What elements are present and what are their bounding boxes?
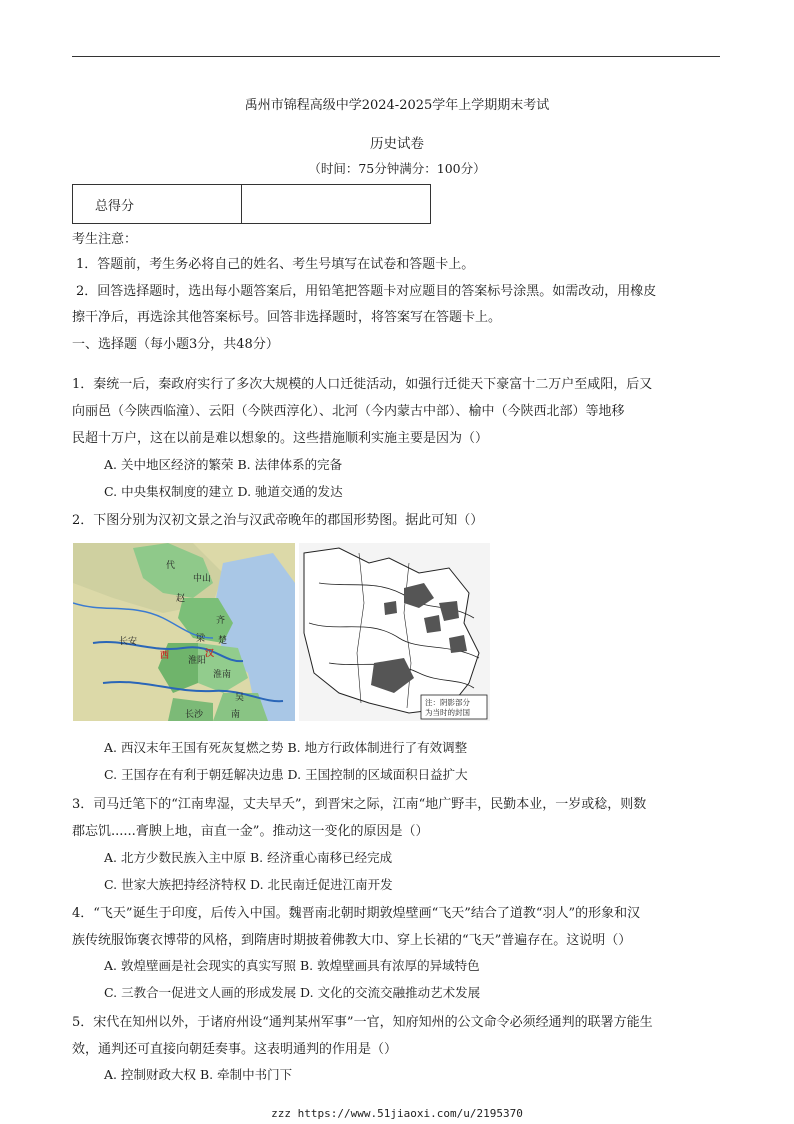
notice-item-2-line-2: 擦干净后，再选涂其他答案标号。回答非选择题时，将答案写在答题卡上。 — [72, 310, 502, 325]
notice-item-1: 1．答题前，考生务必将自己的姓名、考生号填写在试卷和答题卡上。 — [76, 257, 475, 272]
map-left — [73, 543, 295, 721]
footer-url: zzz https://www.51jiaoxi.com/u/2195370 — [271, 1107, 523, 1120]
map-right — [299, 543, 490, 721]
map-note-line-1: 注：阴影部分 — [425, 698, 470, 707]
q1-options-cd: C. 中央集权制度的建立 D. 驰道交通的发达 — [104, 484, 343, 499]
time-info: （时间：75分钟满分：100分） — [308, 161, 486, 176]
map-label-changsha: 长沙 — [185, 710, 204, 720]
map-label-chu: 楚 — [218, 636, 228, 646]
q4-line-2: 族传统服饰褒衣博带的风格，到隋唐时期披着佛教大巾、穿上长裙的“飞天”普遍存在。这说明（） — [72, 933, 632, 948]
map-label-xi: 西 — [160, 651, 170, 661]
q5-line-1: 5．宋代在知州以外，于诸府州设“通判某州军事”一官，知府知州的公文命令必须经通判的联署方能生 — [72, 1015, 653, 1030]
score-value — [242, 185, 431, 224]
q2-line-1: 2．下图分别为汉初文景之治与汉武帝晚年的郡国形势图。据此可知（） — [72, 513, 484, 528]
exam-subtitle: 历史试卷 — [370, 136, 424, 152]
map-label-liang: 梁 — [196, 634, 206, 644]
notice-item-2-line-1: 2．回答选择题时，选出每小题答案后，用铅笔把答题卡对应题目的答案标号涂黑。如需改动，用橡皮 — [76, 284, 657, 299]
map-label-changan: 长安 — [119, 637, 138, 647]
q3-line-1: 3．司马迁笔下的“江南卑湿，丈夫早夭”，到晋宋之际，江南“地广野丰，民勤本业，一岁或稔，则数 — [72, 797, 647, 812]
section-heading: 一、选择题（每小题3分，共48分） — [72, 337, 279, 352]
q2-options-cd: C. 王国存在有利于朝廷解决边患 D. 王国控制的区域面积日益扩大 — [104, 767, 468, 782]
q1-line-3: 民超十万户，这在以前是难以想象的。这些措施顺利实施主要是因为（） — [72, 431, 489, 446]
score-table — [72, 184, 431, 224]
map-label-qi: 齐 — [216, 616, 226, 626]
map-note-line-2: 为当时的封国 — [425, 708, 470, 717]
map-label-han: 汉 — [205, 649, 215, 659]
q1-options-ab: A. 关中地区经济的繁荣 B. 法律体系的完备 — [104, 457, 343, 472]
map-label-dai: 代 — [166, 561, 176, 571]
q2-map-figure — [73, 543, 490, 721]
q4-options-cd: C. 三教合一促进文人画的形成发展 D. 文化的交流交融推动艺术发展 — [104, 985, 481, 1000]
q5-options-ab: A. 控制财政大权 B. 牵制中书门下 — [104, 1067, 293, 1082]
q2-maps — [73, 543, 490, 721]
q3-line-2: 郡忘饥......膏腴上地，亩直一金”。推动这一变化的原因是（） — [72, 824, 429, 839]
notice-heading: 考生注意： — [72, 232, 138, 247]
map-label-zhongshan: 中山 — [193, 574, 212, 584]
q1-line-1: 1．秦统一后，秦政府实行了多次大规模的人口迁徙活动，如强行迁徙天下豪富十二万户至咸阳，后又 — [72, 377, 653, 392]
q4-options-ab: A. 敦煌壁画是社会现实的真实写照 B. 敦煌壁画具有浓厚的异域特色 — [104, 958, 480, 973]
q1-line-2: 向丽邑（今陕西临潼）、云阳（今陕西淳化）、北河（今内蒙古中部）、榆中（今陕西北部）等地移 — [72, 404, 625, 419]
q3-options-ab: A. 北方少数民族入主中原 B. 经济重心南移已经完成 — [104, 850, 393, 865]
map-label-nan: 南 — [231, 710, 241, 720]
q4-line-1: 4．“飞天”诞生于印度，后传入中国。魏晋南北朝时期敦煌壁画“飞天”结合了道教“羽人”的形象和汉 — [72, 906, 641, 921]
q5-line-2: 效，通判还可直接向朝廷奏事。这表明通判的作用是（） — [72, 1042, 398, 1057]
q3-options-cd: C. 世家大族把持经济特权 D. 北民南迁促进江南开发 — [104, 877, 393, 892]
map-label-huaiyang: 淮阳 — [188, 656, 207, 666]
score-label: 总得分 — [73, 185, 242, 224]
top-rule — [72, 56, 720, 57]
map-label-zhao: 赵 — [176, 594, 186, 604]
map-label-wu: 吴 — [235, 693, 245, 703]
exam-title: 禹州市锦程高级中学2024-2025学年上学期期末考试 — [244, 98, 550, 113]
map-label-huainan: 淮南 — [213, 670, 232, 680]
q2-options-ab: A. 西汉末年王国有死灰复燃之势 B. 地方行政体制进行了有效调整 — [104, 740, 468, 755]
